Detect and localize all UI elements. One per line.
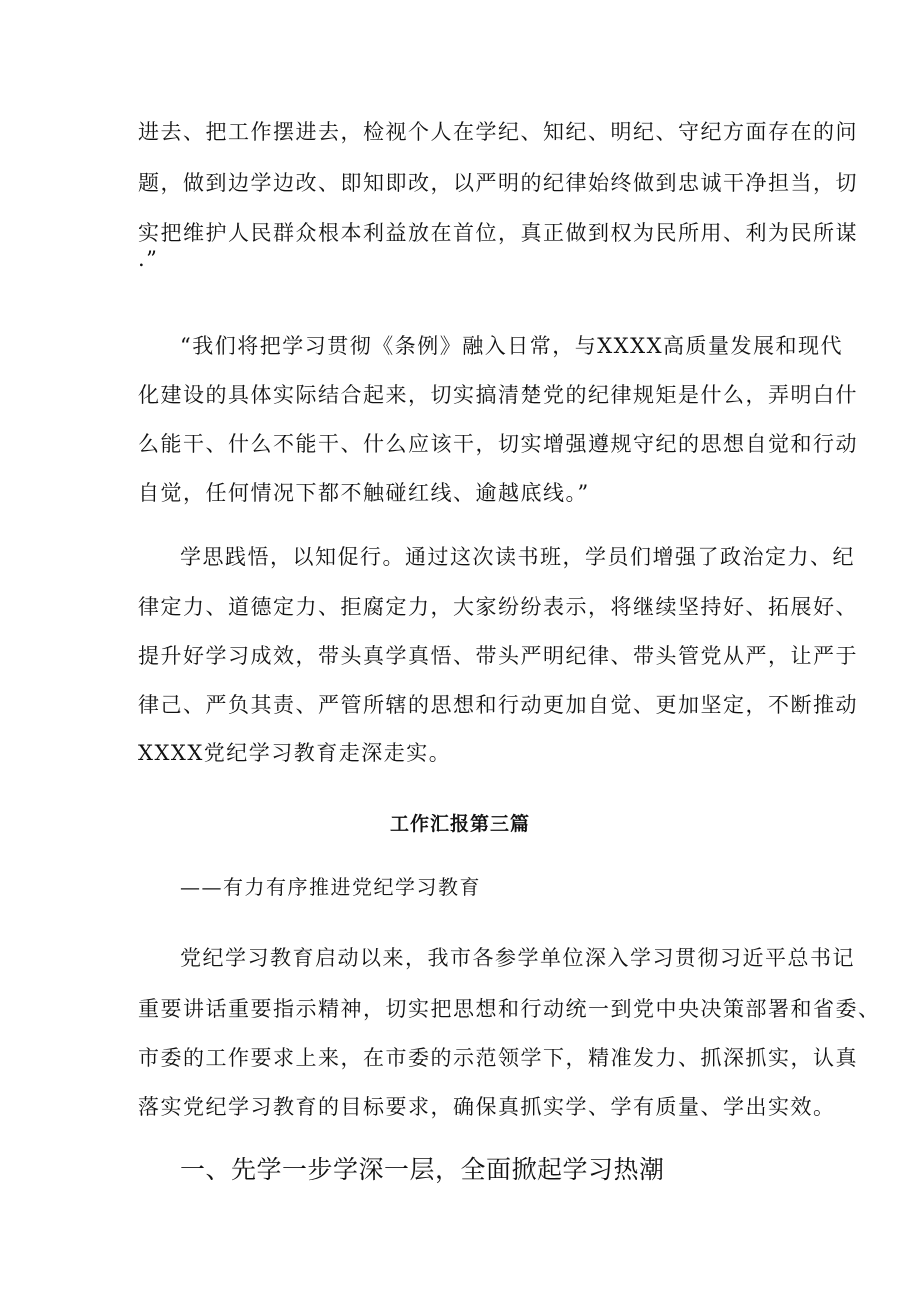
intro-line-3: 市委的工作要求上来，在市委的示范领学下，精准发力、抓深抓实，认真 xyxy=(138,1046,858,1070)
paragraph-1-line-3: 实把维护人民群众根本利益放在首位，真正做到权为民所用、利为民所谋 xyxy=(138,221,858,245)
paragraph-3-line-3: 提升好学习成效，带头真学真悟、带头严明纪律、带头管党从严，让严于 xyxy=(138,644,858,668)
paragraph-1-line-4: .” xyxy=(138,247,159,271)
section-heading: 一、先学一步学深一层，全面掀起学习热潮 xyxy=(180,1155,665,1184)
paragraph-2-line-1: “我们将把学习贯彻《条例》融入日常，与XXXX高质量发展和现代 xyxy=(180,334,844,358)
paragraph-3-line-2: 律定力、道德定力、拒腐定力，大家纷纷表示，将继续坚持好、拓展好、 xyxy=(138,595,858,619)
intro-line-4: 落实党纪学习教育的目标要求，确保真抓实学、学有质量、学出实效。 xyxy=(138,1095,836,1119)
paragraph-2-line-2: 化建设的具体实际结合起来，切实搞清楚党的纪律规矩是什么，弄明白什 xyxy=(138,383,858,407)
paragraph-2-line-4: 自觉，任何情况下都不触碰红线、逾越底线。” xyxy=(138,481,590,505)
paragraph-2-line-3: 么能干、什么不能干、什么应该干，切实增强遵规守纪的思想自觉和行动 xyxy=(138,432,858,456)
paragraph-3-line-5: XXXX党纪学习教育走深走实。 xyxy=(138,741,452,765)
paragraph-3-line-4: 律己、严负其责、严管所辖的思想和行动更加自觉、更加坚定，不断推动 xyxy=(138,693,858,717)
paragraph-1-line-2: 题，做到边学边改、即知即改，以严明的纪律始终做到忠诚干净担当，切 xyxy=(138,171,858,195)
paragraph-3-line-1: 学思践悟，以知促行。通过这次读书班，学员们增强了政治定力、纪 xyxy=(180,545,855,569)
paragraph-1-line-1: 进去、把工作摆进去，检视个人在学纪、知纪、明纪、守纪方面存在的问 xyxy=(138,120,858,144)
section-subtitle: ——有力有序推进党纪学习教育 xyxy=(180,875,481,899)
intro-line-1: 党纪学习教育启动以来，我市各参学单位深入学习贯彻习近平总书记 xyxy=(180,946,855,970)
section-title: 工作汇报第三篇 xyxy=(389,813,530,835)
intro-line-2: 重要讲话重要指示精神，切实把思想和行动统一到党中央决策部署和省委、 xyxy=(138,997,881,1021)
